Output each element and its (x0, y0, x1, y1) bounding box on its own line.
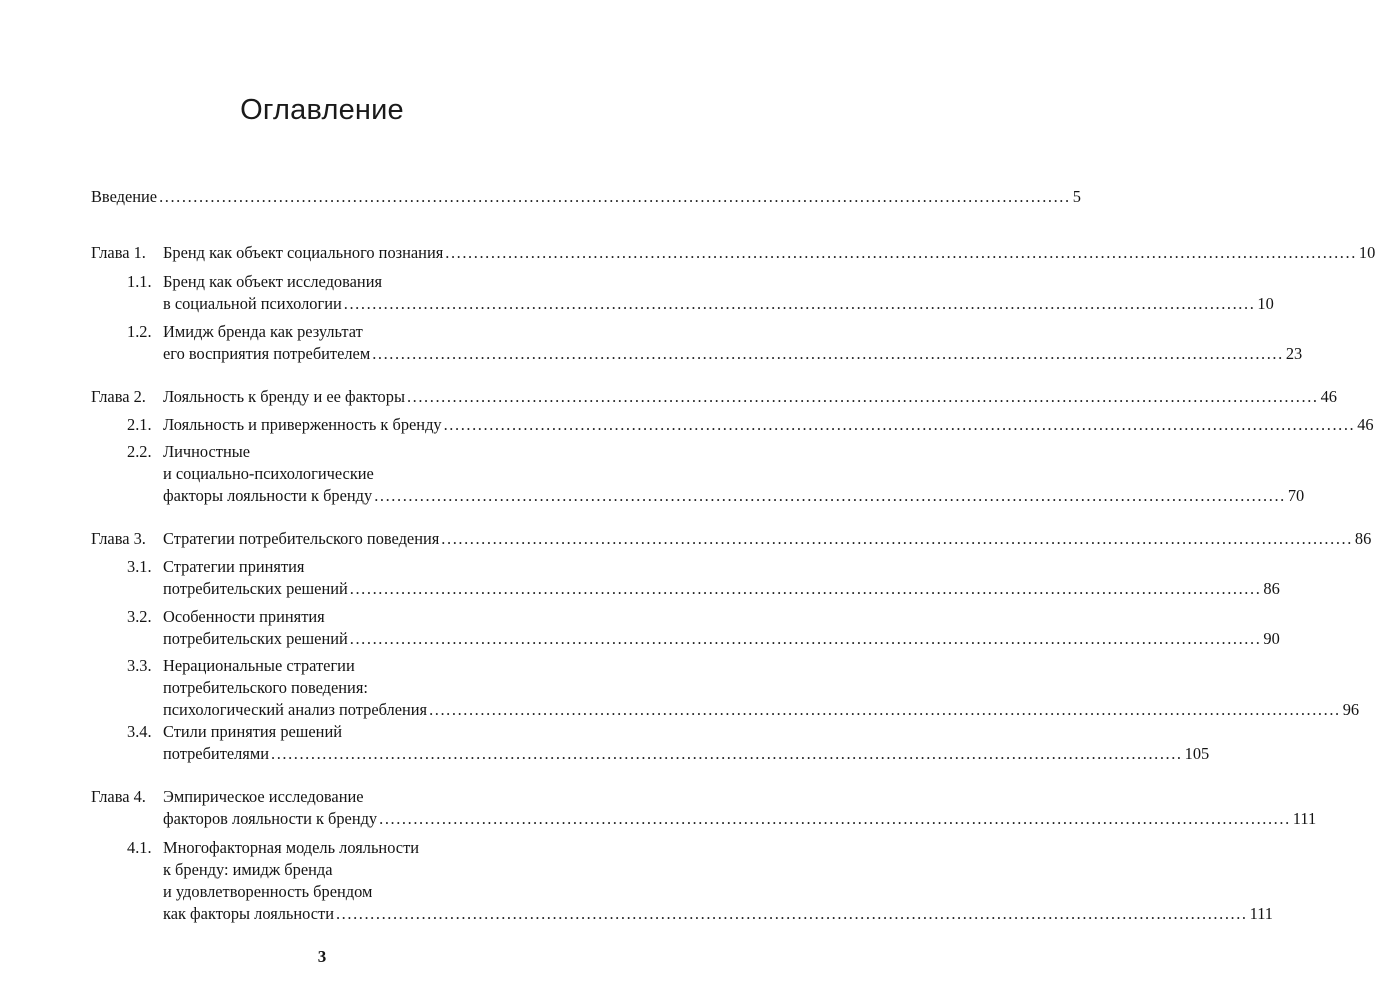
toc-entry-title: Многофакторная модель лояльности (163, 838, 420, 857)
toc-entry-title: Личностные (163, 442, 251, 461)
toc-line (91, 186, 1081, 208)
toc-entry-title: как факторы лояльности (163, 904, 334, 923)
dot-leader: ................................................................................................................................................................ (349, 629, 1262, 648)
toc-entry (91, 441, 1305, 507)
toc-entry-title: потребительского поведения: (163, 678, 368, 697)
toc-last-line (163, 699, 1360, 721)
toc-line (91, 743, 1210, 765)
toc-entry (91, 386, 1337, 408)
toc-last-line (91, 186, 1081, 208)
toc-line (91, 677, 554, 699)
toc-line (91, 343, 1303, 365)
toc-page-number: 96 (1342, 700, 1360, 719)
toc-line (91, 786, 554, 808)
toc-line (91, 321, 554, 343)
toc-page-number: 23 (1285, 344, 1303, 363)
toc-entry-number: 3.3. (127, 656, 152, 675)
toc-entry-number: 1.2. (127, 322, 152, 341)
toc-line (91, 414, 1374, 436)
toc-last-line (163, 386, 1337, 408)
toc-entry-title: и удовлетворенность брендом (163, 882, 373, 901)
toc-entry-number: 3.2. (127, 607, 152, 626)
toc-entry (91, 414, 1374, 436)
toc-entry-number: 4.1. (127, 838, 152, 857)
toc-page-number: 70 (1287, 486, 1305, 505)
dot-leader: ................................................................................................................................................................ (372, 344, 1284, 363)
toc-entry (91, 837, 1273, 925)
toc-entry-title: Лояльность к бренду и ее факторы (163, 387, 405, 406)
toc-entry (91, 186, 1081, 208)
toc-entry-title: Нерациональные стратегии (163, 656, 355, 675)
dot-leader: ................................................................................................................................................................ (349, 579, 1262, 598)
dot-leader: ................................................................................................................................................................ (379, 809, 1291, 828)
toc-last-line (163, 414, 1374, 436)
dot-leader: ................................................................................................................................................................ (271, 744, 1183, 763)
toc-entry-title: Имидж бренда как результат (163, 322, 363, 341)
toc-line (91, 881, 554, 903)
toc-entry-title: Введение (91, 187, 158, 206)
toc-line (91, 441, 554, 463)
toc-line (91, 699, 1360, 721)
toc-entry (91, 528, 1372, 550)
toc-line (91, 606, 554, 628)
toc-page-number: 86 (1354, 529, 1372, 548)
dot-leader: ................................................................................................................................................................ (335, 904, 1248, 923)
toc-entry (91, 786, 1317, 830)
toc-entry-title: Стили принятия решений (163, 722, 343, 741)
page-title: Оглавление (240, 94, 404, 126)
toc-line (91, 556, 554, 578)
dot-leader: ................................................................................................................................................................ (343, 294, 1256, 313)
dot-leader: ................................................................................................................................................................ (443, 415, 1356, 434)
toc-entry-title: психологический анализ потребления (163, 700, 428, 719)
toc-line (91, 528, 1372, 550)
toc-page-number: 10 (1257, 294, 1274, 313)
toc-page-number: 46 (1357, 415, 1374, 434)
toc-line (91, 655, 554, 677)
toc-entry-number: 3.4. (127, 722, 152, 741)
toc-entry (91, 721, 1210, 765)
toc-entry-title: к бренду: имидж бренда (163, 860, 333, 879)
toc-last-line (163, 903, 1273, 925)
toc-entry-number: 3.1. (127, 557, 152, 576)
toc-entry-title: Эмпирическое исследование (163, 787, 364, 806)
toc-entry (91, 271, 1274, 315)
toc-last-line (163, 528, 1372, 550)
dot-leader: ................................................................................................................................................................ (441, 529, 1353, 548)
toc-page-number: 111 (1292, 809, 1317, 828)
toc-line (91, 721, 554, 743)
toc-entry-title: Стратегии потребительского поведения (163, 529, 440, 548)
toc-line (91, 808, 1317, 830)
toc-page-number: 105 (1184, 744, 1210, 763)
toc-line (91, 859, 554, 881)
page-number: 3 (317, 947, 327, 966)
toc-last-line (163, 808, 1317, 830)
toc-entry-number: 2.2. (127, 442, 152, 461)
toc-page-number: 10 (1358, 243, 1375, 262)
toc-entry-title: в социальной психологии (163, 294, 342, 313)
toc-entry-title: потребительских решений (163, 579, 348, 598)
toc-entry-number: Глава 2. (91, 387, 146, 406)
toc-entry (91, 321, 1303, 365)
dot-leader: ................................................................................................................................................................ (374, 486, 1286, 505)
toc-line (91, 463, 554, 485)
toc-entry (91, 655, 1360, 721)
toc-last-line (163, 242, 1375, 264)
toc-line (91, 628, 1280, 650)
dot-leader: ................................................................................................................................................................ (159, 187, 1071, 206)
toc-entry (91, 556, 1280, 600)
toc-line (91, 271, 554, 293)
toc-line (91, 837, 554, 859)
toc-entry-title: потребителями (163, 744, 269, 763)
toc-entry-number: 2.1. (127, 415, 152, 434)
dot-leader: ................................................................................................................................................................ (445, 243, 1357, 262)
toc-page-number: 111 (1249, 904, 1273, 923)
toc-line (91, 293, 1274, 315)
toc-line (91, 485, 1305, 507)
toc-entry-title: потребительских решений (163, 629, 348, 648)
toc-last-line (163, 343, 1303, 365)
toc-entry (91, 606, 1280, 650)
toc-page-number: 86 (1263, 579, 1280, 598)
toc-line (91, 578, 1280, 600)
toc-entry-title: и социально-психологические (163, 464, 374, 483)
toc-entry-number: Глава 1. (91, 243, 146, 262)
toc-entry-number: 1.1. (127, 272, 152, 291)
toc-line (91, 903, 1273, 925)
toc-page-number: 90 (1263, 629, 1280, 648)
toc-entry (91, 242, 1375, 264)
toc-page-number: 46 (1320, 387, 1337, 406)
toc-entry-number: Глава 3. (91, 529, 146, 548)
toc-entry-number: Глава 4. (91, 787, 146, 806)
toc-line (91, 386, 1337, 408)
toc-entry-title: Бренд как объект исследования (163, 272, 382, 291)
toc-last-line (163, 485, 1305, 507)
toc-entry-title: Особенности принятия (163, 607, 325, 626)
toc-last-line (163, 743, 1210, 765)
toc-entry-title: факторы лояльности к бренду (163, 486, 373, 505)
dot-leader: ................................................................................................................................................................ (406, 387, 1319, 406)
toc-last-line (163, 293, 1274, 315)
toc-entry-title: Стратегии принятия (163, 557, 305, 576)
toc-entry-title: факторов лояльности к бренду (163, 809, 378, 828)
toc-line (91, 242, 1375, 264)
toc-entry-title: его восприятия потребителем (163, 344, 371, 363)
toc-last-line (163, 628, 1280, 650)
toc-entry-title: Лояльность и приверженность к бренду (163, 415, 442, 434)
toc-entry-title: Бренд как объект социального познания (163, 243, 444, 262)
dot-leader: ................................................................................................................................................................ (429, 700, 1341, 719)
toc-last-line (163, 578, 1280, 600)
toc-page-number: 5 (1072, 187, 1081, 206)
